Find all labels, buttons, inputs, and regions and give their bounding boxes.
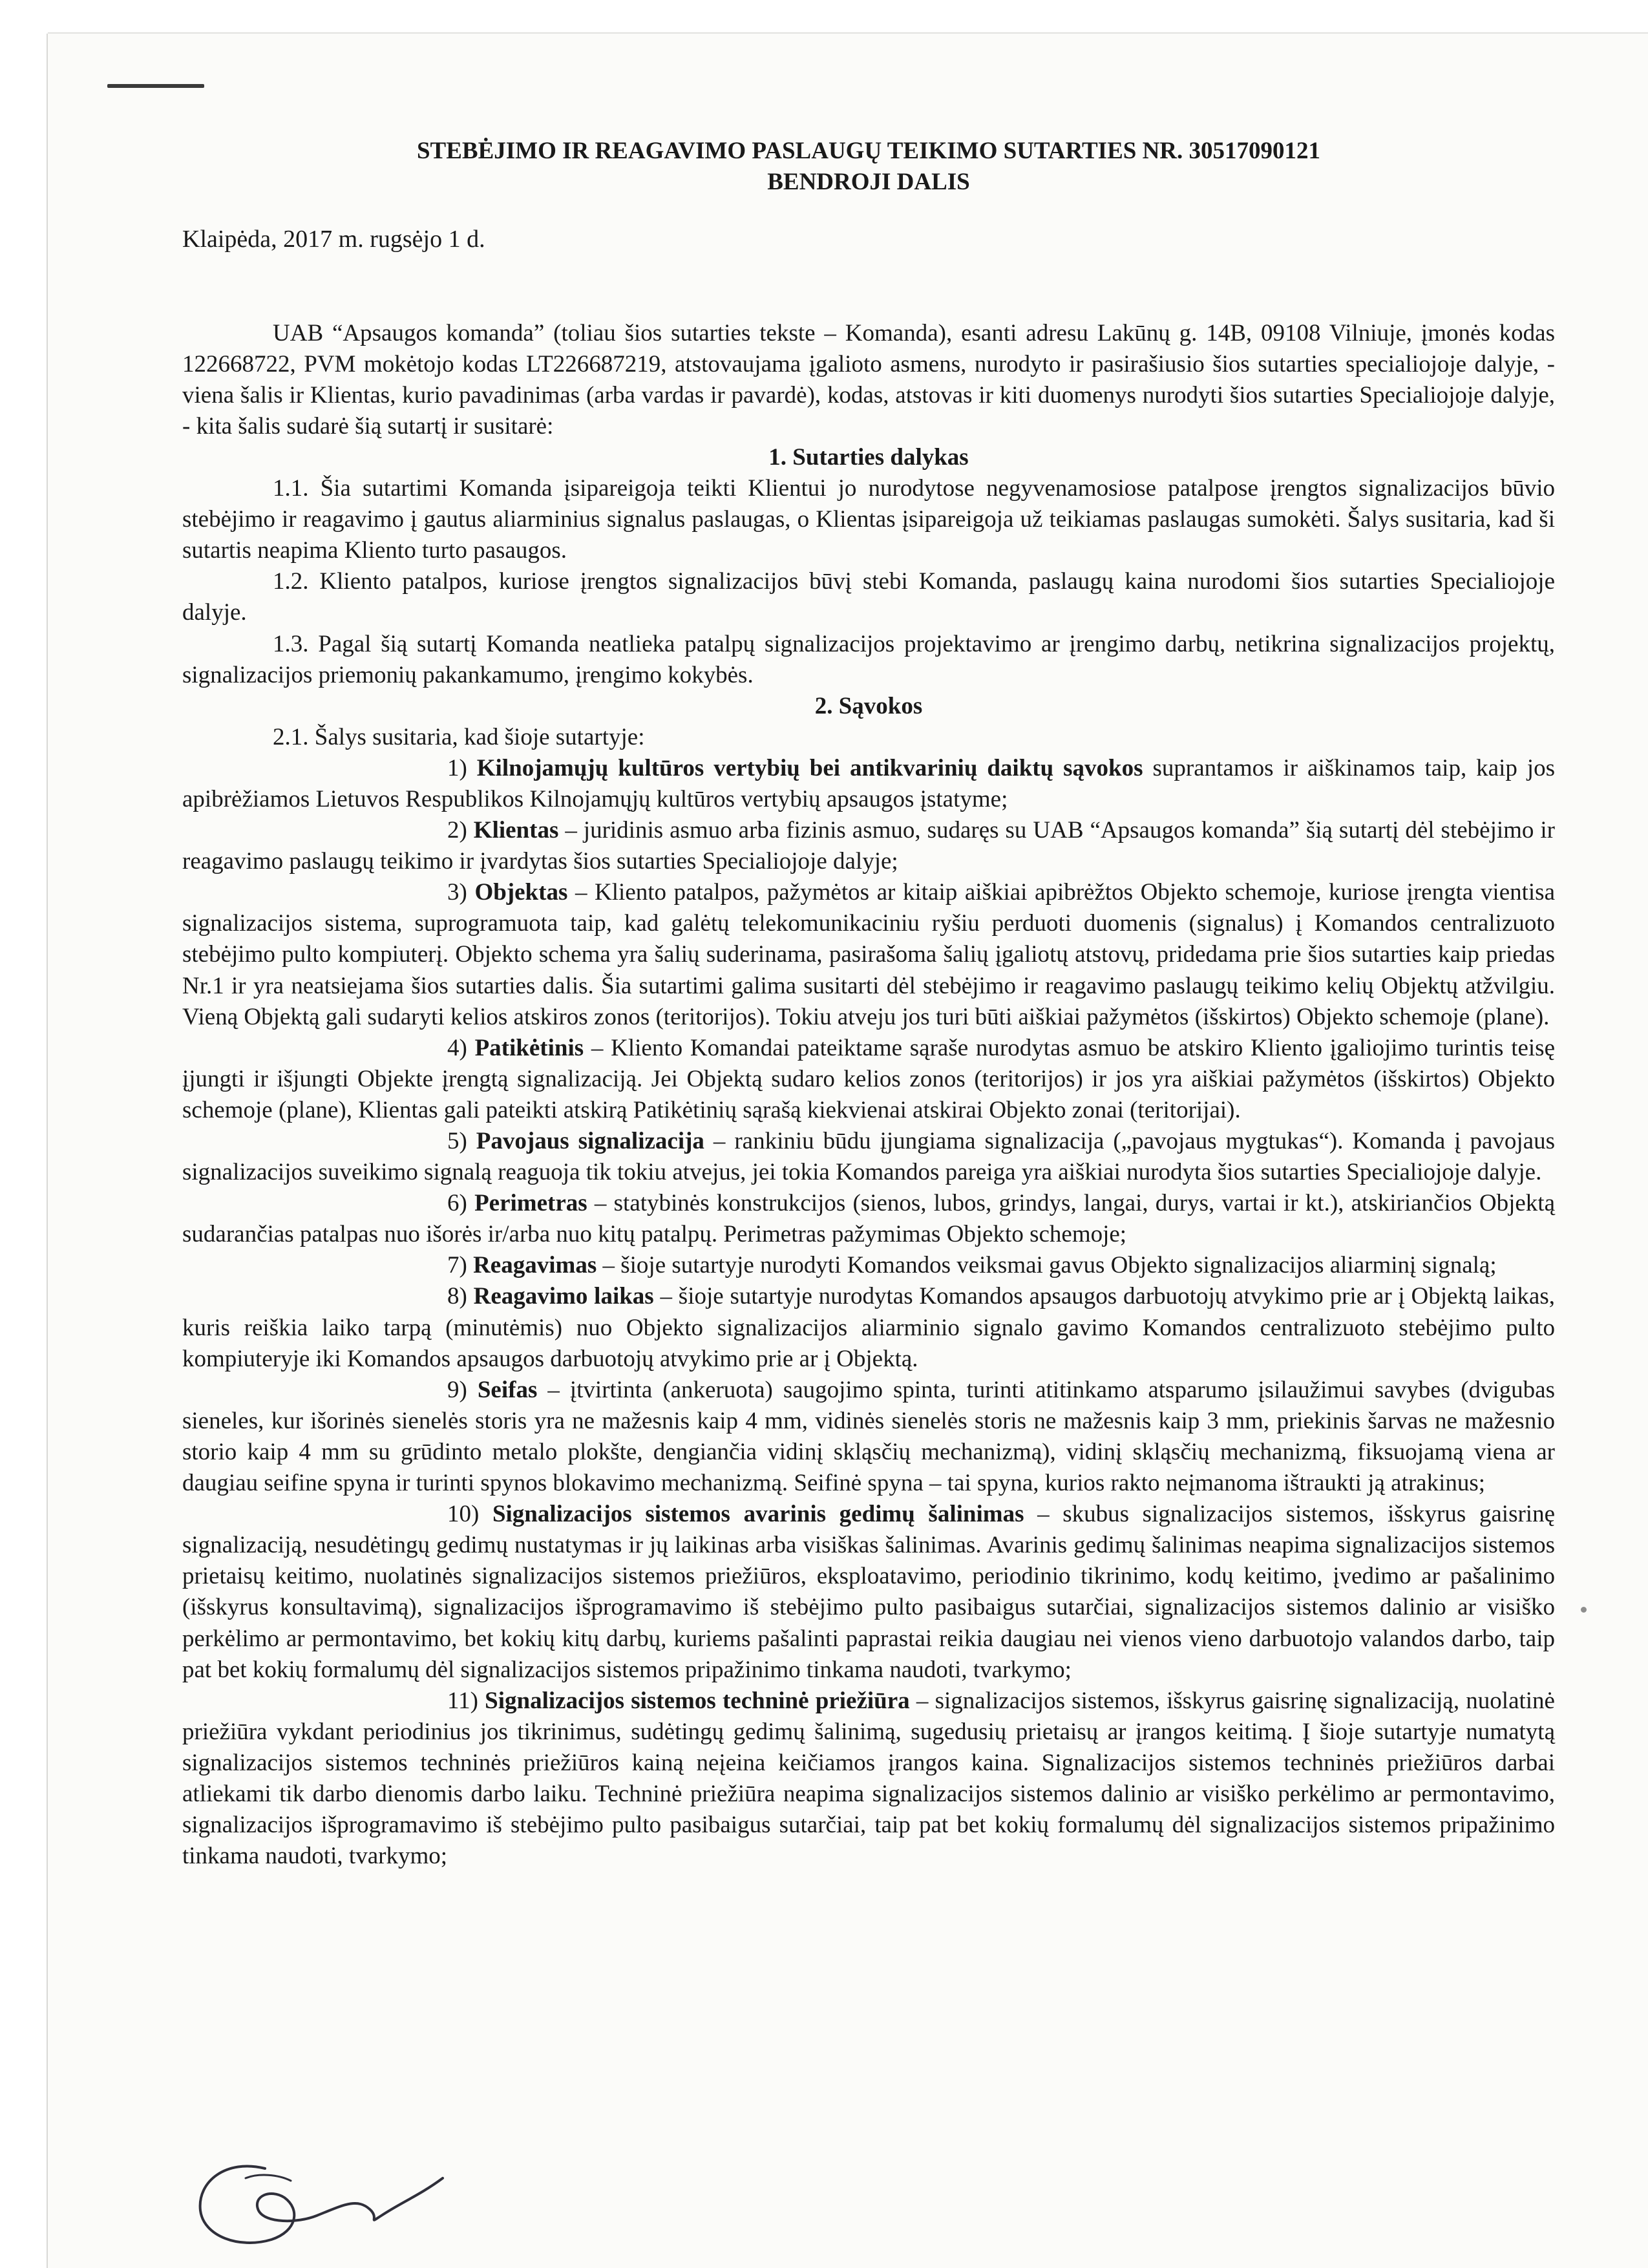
definition-text: – statybinės konstrukcijos (sienos, lubos, grindys, langai, durys, vartai ir kt.), atskiriančios Objektą sudarančias patalpas nuo išorės ir/arba nuo kitų patalpų. Perimetras pažymimas Objekto schemoje; [182, 1190, 1556, 1248]
document-title-line2: BENDROJI DALIS [767, 169, 970, 196]
definition-term: Reagavimo laikas [473, 1283, 654, 1310]
definition-number: 11) [447, 1687, 485, 1714]
definition-7 [182, 1250, 1555, 1281]
definition-6 [182, 1188, 1555, 1250]
definition-term: Seifas [477, 1376, 538, 1403]
definition-5 [182, 1126, 1555, 1188]
definition-number: 9) [447, 1376, 478, 1403]
definition-term: Objektas [474, 879, 568, 906]
definition-text: – šioje sutartyje nurodytas Komandos apsaugos darbuotojų atvykimo prie ar į Objektą laikas, kuris reiškia laiko tarpą (minutėmis) nuo Objekto signalizacijos aliarminio signalo gavimo Komandos centralizuoto stebėjimo pulto kompiuteryje iki Komandos apsaugos darbuotojų atvykimo prie ar į Objektą. [182, 1283, 1555, 1372]
definition-number: 10) [447, 1501, 492, 1528]
definition-11 [182, 1686, 1555, 1872]
definition-2 [182, 815, 1555, 877]
document-body [182, 136, 1555, 1872]
definition-term: Klientas [473, 817, 559, 844]
definition-number: 6) [447, 1190, 475, 1217]
clause-1-2: 1.2. Kliento patalpos, kuriose įrengtos signalizacijos būvį stebi Komanda, paslaugų kaina nurodomi šios sutarties Specialiojoje dalyje. [182, 568, 1555, 626]
definition-9 [182, 1375, 1555, 1499]
definition-number: 2) [447, 817, 474, 844]
definition-text: – Kliento Komandai pateiktame sąraše nurodytas asmuo be atskiro Kliento įgaliojimo turintis teisę įjungti ir išjungti Objekte įrengtą signalizaciją. Jei Objektą sudaro kelios zonos (teritorijos) ir jos yra aiškiai pažymėtos (išskirtos) Objekto schemoje (plane), Klientas gali pateikti atskirą Patikėtinių sąrašą kiekvienai atskirai Objekto zonai (teritorijai). [182, 1034, 1555, 1123]
definition-term: Patikėtinis [474, 1034, 584, 1061]
definition-number: 1) [447, 754, 477, 781]
definition-number: 4) [447, 1034, 475, 1061]
definition-text: – juridinis asmuo arba fizinis asmuo, sudaręs su UAB “Apsaugos komanda” šią sutartį dėl stebėjimo ir reagavimo paslaugų teikimo ir įvardytas šios sutarties Specialiojoje dalyje; [182, 817, 1555, 875]
edge-mark [107, 84, 204, 88]
definition-term: Signalizacijos sistemos avarinis gedimų šalinimas [492, 1501, 1024, 1528]
section-2-heading: 2. Sąvokos [814, 692, 923, 719]
definition-text: – įtvirtinta (ankeruota) saugojimo spinta, turinti atitinkamo atsparumo įsilaužimui savybes (dvigubas sieneles, kur išorinės sienelės storis yra ne mažesnis kaip 4 mm, vidinės sienelės storis ne mažesnis kaip 3 mm, priekinis šarvas ne mažesnio storio kaip 4 mm su grūdinto metalo plokšte, dengiančia vidinį skląsčių mechanizmą), vidinį skląsčių mechanizmą, fiksuojamą viena ar daugiau seifine spyna ir turinti spynos blokavimo mechanizmą. Seifinė spyna – tai spyna, kurios rakto neįmanoma ištraukti ją atrakinus; [182, 1376, 1555, 1497]
definition-text: – Kliento patalpos, pažymėtos ar kitaip aiškiai apibrėžtos Objekto schemoje, kuriose įrengta vientisa signalizacijos sistema, suprogramuota taip, kad galėtų telekomunikaciniu ryšiu perduoti duomenis (signalus) į Komandos centralizuoto stebėjimo pulto kompiuterį. Objekto schema yra šalių suderinama, pasirašoma šalių įgaliotų atstovų, pridedama prie šios sutarties kaip priedas Nr.1 ir yra neatsiejama šios sutarties dalis. Šia sutartimi galima susitarti dėl stebėjimo ir reagavimo paslaugų teikimo kelių Objektų atžvilgiu. Vieną Objektą gali sudaryti kelios atskiros zonos (teritorijos). Tokiu atveju jos turi būti aiškiai pažymėtos (išskirtos) Objekto schemoje (plane). [182, 879, 1555, 1030]
handwritten-signature [187, 2133, 472, 2256]
clause-2-1: 2.1. Šalys susitaria, kad šioje sutartyje: [273, 723, 645, 750]
definition-8 [182, 1281, 1555, 1374]
document-title-line1: STEBĖJIMO IR REAGAVIMO PASLAUGŲ TEIKIMO SUTARTIES NR. 30517090121 [416, 138, 1321, 164]
section-1-heading: 1. Sutarties dalykas [768, 443, 969, 471]
intro-paragraph: UAB “Apsaugos komanda” (toliau šios sutarties tekste – Komanda), esanti adresu Lakūnų g. 14B, 09108 Vilniuje, įmonės kodas 122668722, PVM mokėtojo kodas LT226687219, atstovaujama įgalioto asmens, nurodyto ir pasirašiusio šios sutarties specialiojoje dalyje, - viena šalis ir Klientas, kurio pavadinimas (arba vardas ir pavardė), kodas, atstovas ir kiti duomenys nurodyti šios sutarties Specialiojoje dalyje, - kita šalis sudarė šią sutartį ir susitarė: [182, 319, 1555, 440]
definition-text: – šioje sutartyje nurodyti Komandos veiksmai gavus Objekto signalizacijos aliarminį signalą; [597, 1252, 1497, 1279]
definition-term: Signalizacijos sistemos techninė priežiūra [485, 1687, 910, 1714]
definition-text: – signalizacijos sistemos, išskyrus gaisrinę signalizaciją, nuolatinė priežiūra vykdant periodinius jos tikrinimus, sudėtingų gedimų šalinimą, sugedusių prietaisų ar įrangos keitimą. Į šioje sutartyje numatytą signalizacijos sistemos techninės priežiūros kainą neįeina keičiamos įrangos kaina. Signalizacijos sistemos techninės priežiūros darbai atliekami tik darbo dienomis darbo laiku. Techninė priežiūra neapima signalizacijos sistemos dalinio ar visiško perkėlimo ar permontavimo, signalizacijos išprogramavimo iš stebėjimo pulto pasibaigus sutarčiai, taip pat bet kokių formalumų dėl signalizacijos sistemos pripažinimo tinkama naudoti, tvarkymo; [182, 1687, 1555, 1870]
clause-1-1: 1.1. Šia sutartimi Komanda įsipareigoja teikti Klientui jo nurodytose negyvenamosiose patalpose įrengtos signalizacijos būvio stebėjimo ir reagavimo į gautus aliarminius signalus paslaugas, o Klientas įsipareigoja už teikiamas paslaugas sumokėti. Šalys susitaria, kad ši sutartis neapima Kliento turto pasaugos. [182, 475, 1555, 564]
place-date: Klaipėda, 2017 m. rugsėjo 1 d. [182, 226, 485, 253]
definition-number: 5) [447, 1128, 476, 1155]
definition-text: – rankiniu būdu įjungiama signalizacija („pavojaus mygtukas“). Komanda į pavojaus signalizacijos suveikimo signalą reaguoja tik tokiu atvejus, jei tokia Komandos pareiga yra aiškiai nurodyta šios sutarties Specialiojoje dalyje. [182, 1128, 1555, 1186]
definition-4 [182, 1033, 1555, 1126]
definition-term: Pavojaus signalizacija [476, 1128, 704, 1155]
clause-1-3: 1.3. Pagal šią sutartį Komanda neatlieka patalpų signalizacijos projektavimo ar įrengimo darbų, netikrina signalizacijos projektų, signalizacijos priemonių pakankamumo, įrengimo kokybės. [182, 630, 1555, 688]
definition-number: 7) [447, 1252, 474, 1279]
definition-number: 8) [447, 1283, 474, 1310]
definition-term: Reagavimas [473, 1252, 597, 1279]
scan-speck [1581, 1607, 1587, 1613]
definition-text: suprantamos ir aiškinamos taip, kaip jos apibrėžiamos Lietuvos Respublikos Kilnojamųjų kultūros vertybių apsaugos įstatyme; [182, 754, 1555, 812]
definition-10 [182, 1499, 1555, 1686]
definition-1 [182, 753, 1555, 815]
definition-number: 3) [447, 879, 475, 906]
definition-term: Kilnojamųjų kultūros vertybių bei antikvarinių daiktų sąvokos [476, 754, 1143, 781]
definition-text: – skubus signalizacijos sistemos, išskyrus gaisrinę signalizaciją, nesudėtingų gedimų nustatymas ir jų laikinas arba visiškas šalinimas. Avarinis gedimų šalinimas neapima signalizacijos sistemos prietaisų keitimo, nuolatinės signalizacijos sistemos priežiūros, eksploatavimo, periodinio tikrinimo, kodų keitimo, įvedimo ar pašalinimo (išskyrus konsultavimą), signalizacijos išprogramavimo iš stebėjimo pulto pasibaigus sutarčiai, signalizacijos sistemos dalinio ar visiško perkėlimo ar permontavimo, bet kokių kitų darbų, kuriems pašalinti paprastai reikia daugiau nei vienos vieno darbuotojo valandos darbo, taip pat bet kokių formalumų dėl signalizacijos sistemos pripažinimo tinkama naudoti, tvarkymo; [182, 1501, 1555, 1683]
definition-term: Perimetras [474, 1190, 587, 1217]
definition-3 [182, 877, 1555, 1032]
